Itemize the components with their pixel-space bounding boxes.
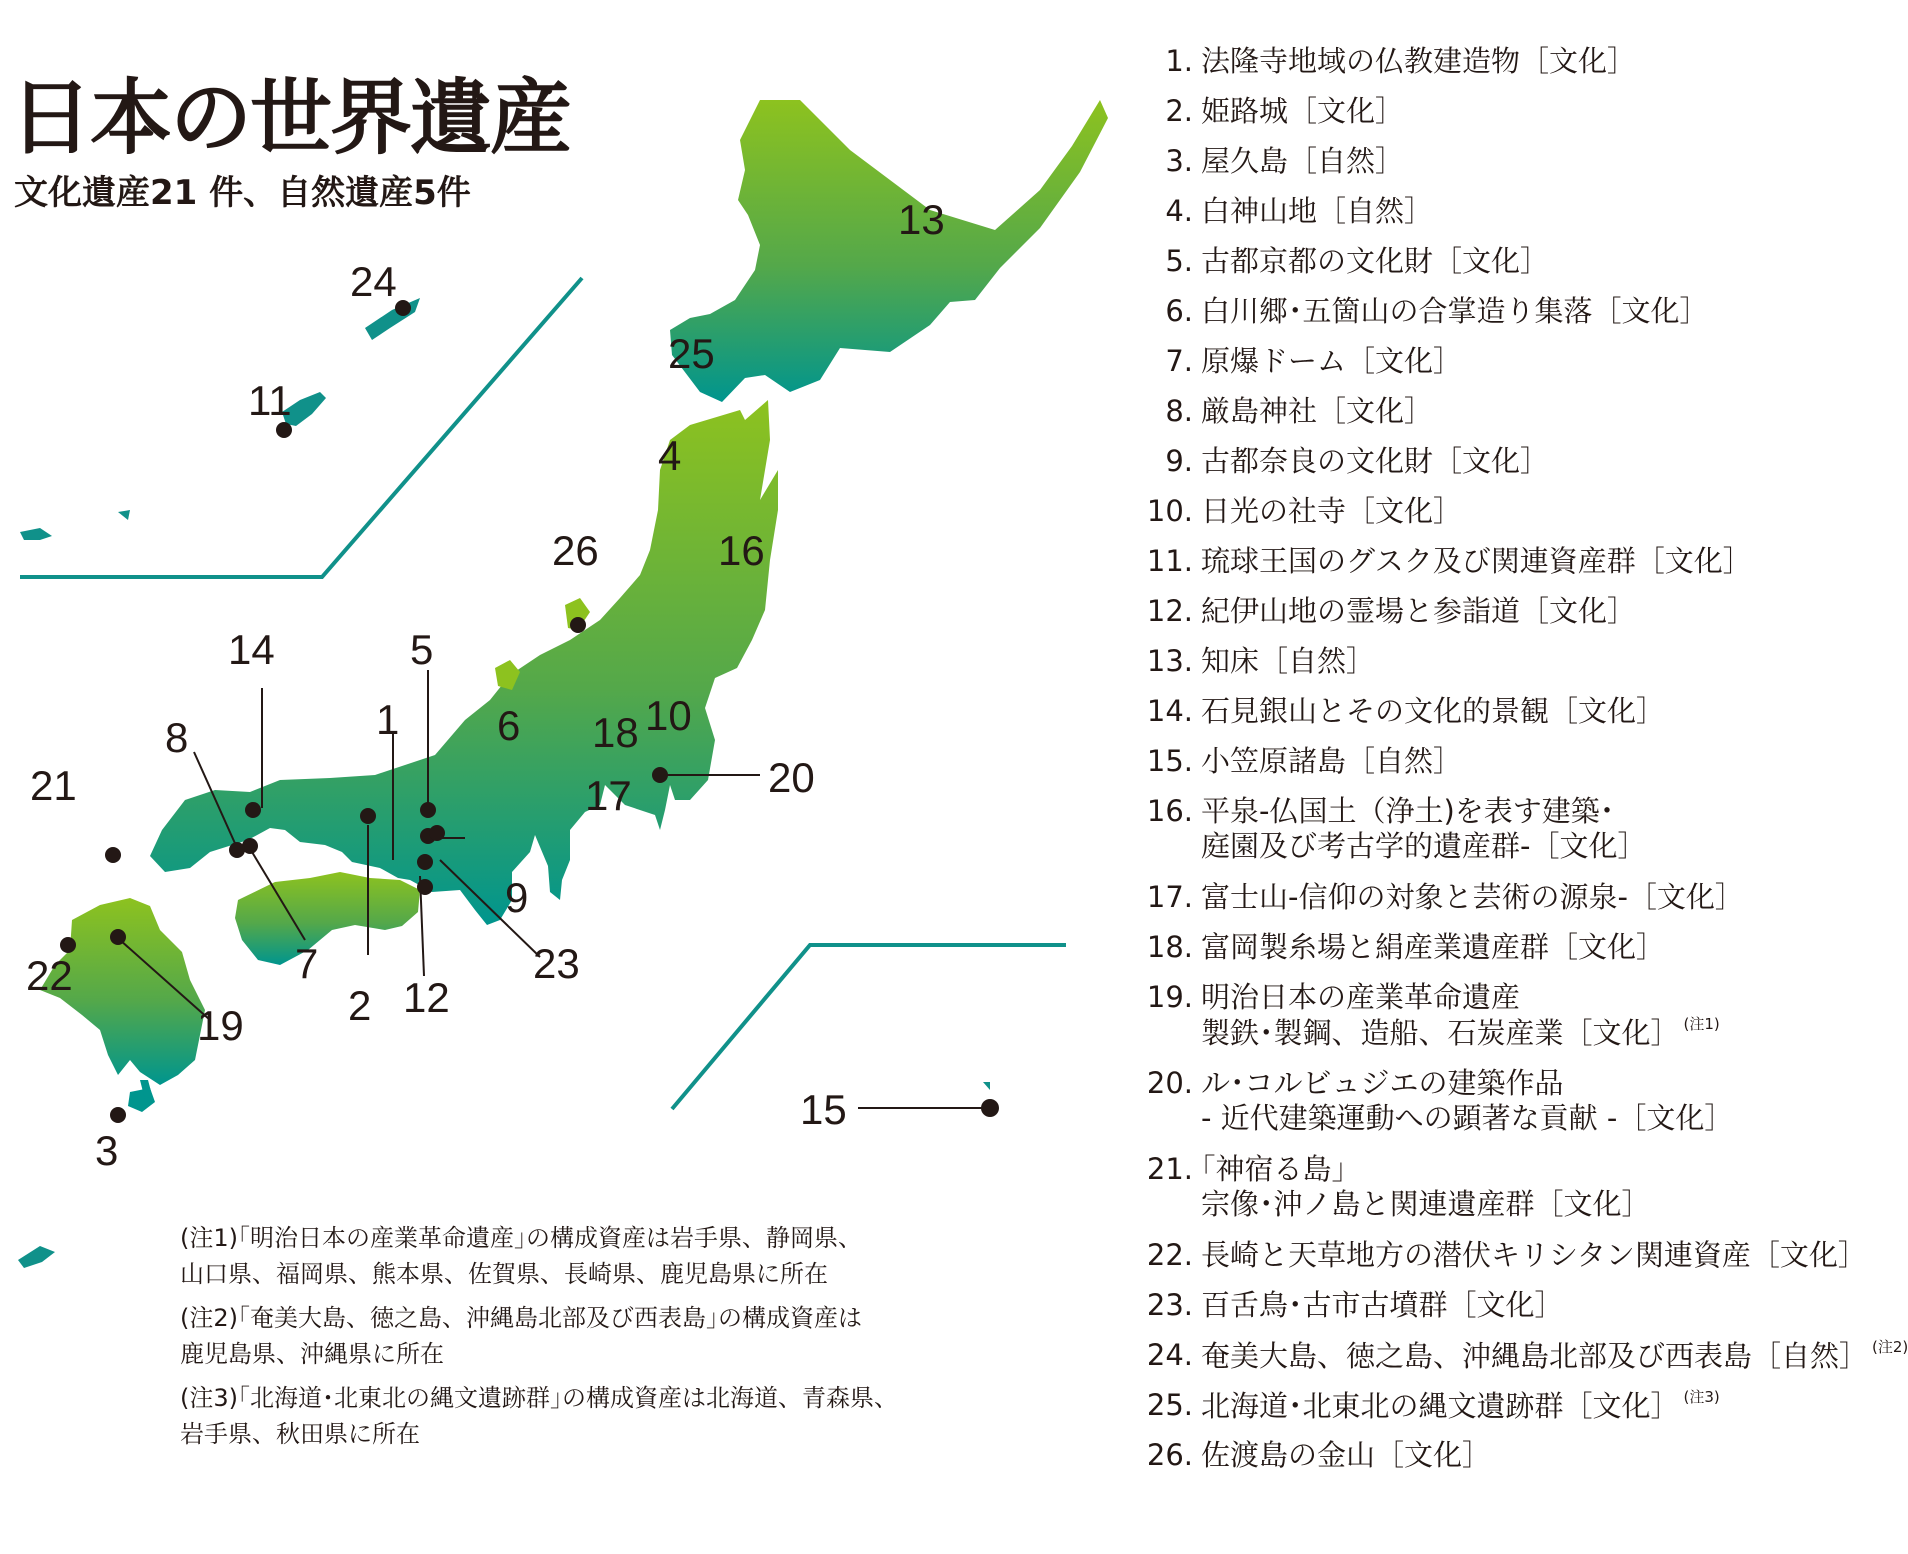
- legend-name: 古都京都の文化財［文化］: [1201, 244, 1550, 278]
- pin-dot-23: [417, 854, 433, 870]
- legend-item: [1125, 1066, 1837, 1152]
- legend-num: 4.: [1165, 194, 1193, 228]
- pin-label-5: 5: [410, 626, 434, 673]
- legend-item: [1125, 444, 1837, 494]
- legend-name: 明治日本の産業革命遺産: [1201, 980, 1521, 1014]
- footnote-line: 山口県、福岡県、熊本県、佐賀県、長崎県、鹿児島県に所在: [180, 1260, 828, 1288]
- legend-num: 3.: [1165, 144, 1193, 178]
- pin-label-25: 25: [668, 330, 715, 377]
- footnote-line: (注2)｢奄美大島、徳之島、沖縄島北部及び西表島｣の構成資産は: [180, 1304, 862, 1332]
- legend-num: 25.: [1146, 1388, 1193, 1422]
- southern-small-islands: [18, 1246, 55, 1268]
- pin-dot-24: [395, 300, 411, 316]
- footnote-2: [180, 1300, 1060, 1372]
- pin-dot-8: [229, 842, 245, 858]
- legend-item: [1125, 694, 1837, 744]
- legend-item: [1125, 244, 1837, 294]
- legend-num: 22.: [1146, 1238, 1193, 1272]
- pin-label-11: 11: [248, 377, 292, 424]
- pin-dot-5: [420, 802, 436, 818]
- legend-name: 姫路城［文化］: [1201, 94, 1405, 128]
- legend-item: [1125, 44, 1837, 94]
- pin-dot-22: [60, 937, 76, 953]
- legend-num: 12.: [1146, 594, 1193, 628]
- miyako-islands: [118, 510, 130, 520]
- legend-num: 2.: [1165, 94, 1193, 128]
- legend-num: 10.: [1146, 494, 1193, 528]
- pin-dot-2: [360, 808, 376, 824]
- footnote-line: 岩手県、秋田県に所在: [180, 1420, 420, 1448]
- legend-name: 小笠原諸島［自然］: [1201, 744, 1463, 778]
- legend-name: 厳島神社［文化］: [1201, 394, 1434, 428]
- legend-name: 百舌鳥･古市古墳群［文化］: [1201, 1288, 1564, 1322]
- legend-name: 長崎と天草地方の潜伏キリシタン関連資産［文化］: [1201, 1238, 1867, 1272]
- legend-num: 16.: [1146, 794, 1193, 828]
- legend-item: [1125, 594, 1837, 644]
- legend-item: [1125, 294, 1837, 344]
- footnotes: [180, 1220, 1060, 1460]
- pin-label-12: 12: [403, 974, 450, 1021]
- legend-name: ル･コルビュジエの建築作品: [1201, 1066, 1564, 1100]
- pin-dot-11: [276, 422, 292, 438]
- legend-item: [1125, 1338, 1908, 1388]
- legend-name: 原爆ドーム［文化］: [1201, 344, 1463, 378]
- legend-item: [1125, 930, 1837, 980]
- shikoku: [235, 872, 420, 965]
- pin-label-20: 20: [768, 754, 815, 801]
- legend-item: [1125, 1152, 1837, 1238]
- legend-name: 知床［自然］: [1201, 644, 1376, 678]
- legend-num: 26.: [1146, 1438, 1193, 1472]
- legend-num: 14.: [1146, 694, 1193, 728]
- footnote-line: (注3)｢北海道･北東北の縄文遺跡群｣の構成資産は北海道、青森県、: [180, 1384, 898, 1412]
- legend-item: [1125, 980, 1837, 1066]
- legend-name-line2: 宗像･沖ノ島と関連遺産群［文化］: [1201, 1186, 1651, 1221]
- legend-name: 平泉-仏国土（浄土)を表す建築･: [1201, 794, 1615, 828]
- legend-name: 紀伊山地の霊場と参詣道［文化］: [1201, 594, 1637, 628]
- legend-name: ｢神宿る島｣: [1201, 1152, 1347, 1186]
- legend-num: 5.: [1165, 244, 1193, 278]
- legend-item: [1125, 880, 1837, 930]
- pin-label-14: 14: [228, 626, 275, 673]
- legend-num: 23.: [1146, 1288, 1193, 1322]
- pin-label-1: 1: [376, 696, 400, 743]
- pin-label-21: 21: [30, 762, 77, 809]
- legend-note-ref: (注2): [1872, 1338, 1908, 1356]
- legend-item: [1125, 144, 1837, 194]
- heritage-legend: [1125, 44, 1908, 1488]
- legend-name: 白神山地［自然］: [1201, 194, 1434, 228]
- legend-name: 奄美大島、徳之島、沖縄島北部及び西表島［自然］: [1201, 1339, 1869, 1373]
- pin-dot-12: [417, 879, 433, 895]
- pin-label-22: 22: [26, 952, 73, 999]
- legend-item: [1125, 1238, 1867, 1288]
- legend-note-ref: (注1): [1683, 1014, 1720, 1033]
- pin-label-8: 8: [165, 714, 189, 761]
- legend-num: 18.: [1146, 930, 1193, 964]
- pin-dot-20: [652, 767, 668, 783]
- legend-name: 佐渡島の金山［文化］: [1201, 1438, 1492, 1472]
- pin-label-15: 15: [800, 1086, 847, 1133]
- pin-label-17: 17: [585, 772, 632, 819]
- legend-name-line2: - 近代建築運動への顕著な貢献 -［文化］: [1201, 1100, 1734, 1135]
- pin-label-10: 10: [645, 692, 692, 739]
- legend-name-line2: [1201, 1015, 1837, 1051]
- legend-item: [1125, 794, 1837, 880]
- legend-item: [1125, 1288, 1837, 1338]
- map-subtitle: 文化遺産21 件、自然遺産5件: [14, 173, 471, 213]
- legend-num: 13.: [1146, 644, 1193, 678]
- legend-name: 屋久島［自然］: [1201, 144, 1405, 178]
- legend-num: 1.: [1165, 44, 1193, 78]
- ogasawara-islands: [983, 1082, 990, 1090]
- pin-label-2: 2: [348, 982, 372, 1029]
- pin-dot-19: [110, 929, 126, 945]
- legend-num: 11.: [1146, 544, 1193, 578]
- pin-label-23: 23: [533, 940, 580, 987]
- pin-label-7: 7: [295, 940, 319, 987]
- footnote-line: 鹿児島県、沖縄県に所在: [180, 1340, 444, 1368]
- pin-dot-9: [429, 825, 445, 841]
- pin-label-9: 9: [505, 874, 529, 921]
- pin-dot-14: [245, 802, 261, 818]
- footnote-line: (注1)｢明治日本の産業革命遺産｣の構成資産は岩手県、静岡県、: [180, 1224, 862, 1252]
- legend-item: [1125, 344, 1837, 394]
- legend-num: 17.: [1146, 880, 1193, 914]
- legend-name: 古都奈良の文化財［文化］: [1201, 444, 1550, 478]
- pin-dot-26: [570, 617, 586, 633]
- legend-item: [1125, 1388, 1837, 1438]
- legend-item: [1125, 394, 1837, 444]
- legend-name: 白川郷･五箇山の合掌造り集落［文化］: [1201, 294, 1709, 328]
- pin-label-6: 6: [497, 702, 521, 749]
- legend-num: 8.: [1165, 394, 1193, 428]
- legend-note-ref: (注3): [1683, 1388, 1720, 1406]
- legend-num: 15.: [1146, 744, 1193, 778]
- legend-item: [1125, 644, 1837, 694]
- ogasawara-inset-divider: [672, 945, 1066, 1109]
- pin-dot-15: [981, 1099, 999, 1117]
- pin-dot-21: [105, 847, 121, 863]
- legend-name: 日光の社寺［文化］: [1201, 494, 1463, 528]
- yaeyama-islands: [20, 528, 52, 540]
- legend-num: 7.: [1165, 344, 1193, 378]
- pin-dot-3: [110, 1107, 126, 1123]
- legend-name: 法隆寺地域の仏教建造物［文化］: [1201, 44, 1637, 78]
- legend-name: 石見銀山とその文化的景観［文化］: [1201, 694, 1666, 728]
- legend-name-line2-text: 製鉄･製鋼、造船、石炭産業［文化］: [1201, 1015, 1680, 1050]
- footnote-1: [180, 1220, 1060, 1292]
- legend-num: 21.: [1146, 1152, 1193, 1186]
- legend-name-line2: 庭園及び考古学的遺産群-［文化］: [1201, 828, 1647, 863]
- legend-num: 9.: [1165, 444, 1193, 478]
- legend-item: [1125, 1438, 1837, 1488]
- legend-item: [1125, 544, 1837, 594]
- footnote-3: [180, 1380, 1060, 1452]
- legend-name: 琉球王国のグスク及び関連資産群［文化］: [1201, 544, 1752, 578]
- legend-item: [1125, 744, 1837, 794]
- legend-num: 6.: [1165, 294, 1193, 328]
- okinawa-inset-divider: [20, 278, 582, 577]
- map-title: 日本の世界遺産: [10, 71, 571, 166]
- legend-num: 19.: [1146, 980, 1193, 1014]
- legend-num: 24.: [1146, 1338, 1193, 1372]
- legend-item: [1125, 94, 1837, 144]
- pin-label-13: 13: [898, 196, 945, 243]
- pin-label-18: 18: [592, 709, 639, 756]
- pin-label-16: 16: [718, 527, 765, 574]
- legend-name: 富士山-信仰の対象と芸術の源泉-［文化］: [1201, 880, 1744, 914]
- pin-label-24: 24: [350, 258, 397, 305]
- pin-label-26: 26: [552, 527, 599, 574]
- pin-label-19: 19: [197, 1002, 244, 1049]
- legend-name: 北海道･北東北の縄文遺跡群［文化］: [1201, 1389, 1680, 1423]
- hokkaido: [670, 100, 1108, 402]
- legend-name: 富岡製糸場と絹産業遺産群［文化］: [1201, 930, 1666, 964]
- legend-item: [1125, 494, 1837, 544]
- pin-label-3: 3: [95, 1127, 119, 1174]
- legend-num: 20.: [1146, 1066, 1193, 1100]
- pin-label-4: 4: [658, 432, 682, 479]
- legend-item: [1125, 194, 1837, 244]
